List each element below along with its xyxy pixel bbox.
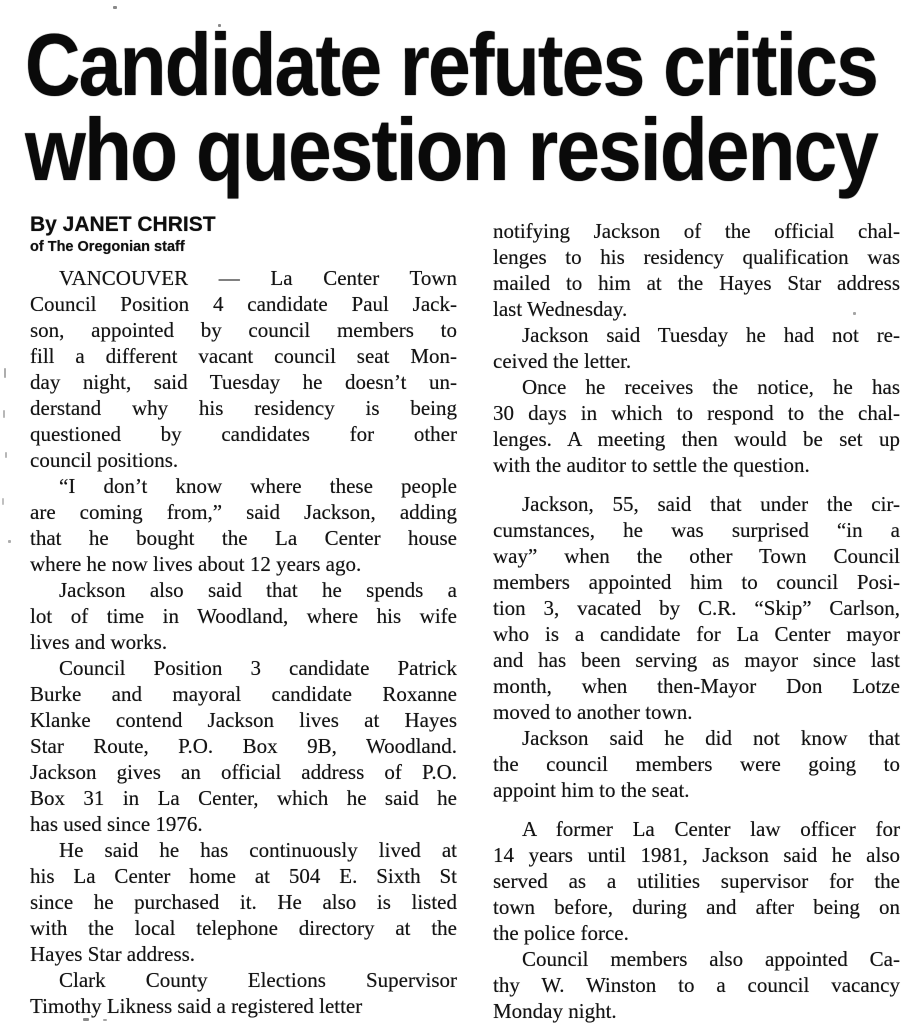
text-line: and has been serving as mayor since last [493, 648, 900, 672]
text-line: Council members also appointed Ca- [522, 947, 900, 971]
text-line: thy W. Winston to a council vacancy [493, 973, 900, 997]
text-line: the council members were going to [493, 752, 900, 776]
paragraph [493, 374, 900, 478]
text-line: Jackson also said that he spends a [59, 578, 457, 602]
text-line: since he purchased it. He also is listed [30, 890, 457, 914]
paragraph [30, 967, 457, 1019]
text-line: his La Center home at 504 E. Sixth St [30, 864, 457, 888]
scan-artifact [83, 1018, 89, 1021]
text-line: Burke and mayoral candidate Roxanne [30, 682, 457, 706]
text-line: 14 years until 1981, Jackson said he also [493, 843, 900, 867]
scan-artifact [853, 312, 856, 315]
scan-artifact [3, 410, 5, 418]
text-line: Timothy Likness said a registered letter [30, 994, 363, 1018]
paragraph [30, 655, 457, 837]
text-line: has used since 1976. [30, 812, 203, 836]
text-line: that he bought the La Center house [30, 526, 457, 550]
paragraph [493, 725, 900, 803]
paragraph [493, 816, 900, 946]
text-line: lenges. A meeting then would be set up [493, 427, 900, 451]
text-line: lenges to his residency qualification was [493, 245, 900, 269]
text-line: Jackson gives an official address of P.O. [30, 760, 457, 784]
text-line: Council Position 4 candidate Paul Jack- [30, 292, 457, 316]
scan-artifact [8, 540, 11, 543]
article-body [30, 212, 905, 1024]
right-column-text [493, 218, 900, 1024]
paragraph [30, 265, 457, 473]
text-line: mailed to him at the Hayes Star address [493, 271, 900, 295]
article-headline [25, 15, 905, 199]
byline: By JANET CHRIST [30, 213, 216, 236]
paragraph [493, 322, 900, 374]
text-line: derstand why his residency is being [30, 396, 457, 420]
text-line: Jackson said he did not know that [522, 726, 900, 750]
text-line: ceived the letter. [493, 349, 632, 373]
text-line: month, when then-Mayor Don Lotze [493, 674, 900, 698]
text-line: Clark County Elections Supervisor [59, 968, 457, 992]
text-line: cumstances, he was surprised “in a [493, 518, 900, 542]
scan-artifact [4, 368, 6, 378]
paragraph [30, 473, 457, 577]
text-line: the police force. [493, 921, 629, 945]
byline-affiliation: of The Oregonian staff [30, 239, 185, 255]
right-column [493, 212, 900, 1024]
headline-line-2: who question residency [25, 100, 878, 199]
text-line: Star Route, P.O. Box 9B, Woodland. [30, 734, 457, 758]
text-line: He said he has continuously lived at [59, 838, 457, 862]
left-column [30, 212, 457, 1019]
text-line: served as a utilities supervisor for the [493, 869, 900, 893]
text-line: Jackson, 55, said that under the cir- [522, 492, 900, 516]
text-line: where he now lives about 12 years ago. [30, 552, 362, 576]
paragraph [493, 946, 900, 1024]
paragraph [30, 837, 457, 967]
text-line: lives and works. [30, 630, 168, 654]
headline-line-1: Candidate refutes critics [25, 15, 878, 114]
text-line: Hayes Star address. [30, 942, 196, 966]
text-line: with the auditor to settle the question. [493, 453, 810, 477]
paragraph [30, 577, 457, 655]
text-line: Monday night. [493, 999, 617, 1023]
text-line: town before, during and after being on [493, 895, 900, 919]
text-line: with the local telephone directory at the [30, 916, 457, 940]
left-column-text [30, 265, 457, 1019]
text-line: A former La Center law officer for [522, 817, 900, 841]
text-line: lot of time in Woodland, where his wife [30, 604, 457, 628]
text-line: way” when the other Town Council [493, 544, 900, 568]
paragraph [493, 218, 900, 322]
text-line: Jackson said Tuesday he had not re- [522, 323, 900, 347]
text-line: notifying Jackson of the official chal- [493, 219, 900, 243]
scan-artifact [103, 1019, 107, 1021]
text-line: fill a different vacant council seat Mon- [30, 344, 457, 368]
text-line: members appointed him to council Posi- [493, 570, 900, 594]
text-line: moved to another town. [493, 700, 693, 724]
text-line: son, appointed by council members to [30, 318, 457, 342]
text-line: VANCOUVER — La Center Town [59, 266, 457, 290]
text-line: are coming from,” said Jackson, adding [30, 500, 457, 524]
text-line: council positions. [30, 448, 179, 472]
text-line: tion 3, vacated by C.R. “Skip” Carlson, [493, 596, 900, 620]
text-line: Council Position 3 candidate Patrick [59, 656, 457, 680]
text-line: who is a candidate for La Center mayor [493, 622, 900, 646]
text-line: 30 days in which to respond to the chal- [493, 401, 900, 425]
paragraph [493, 491, 900, 725]
text-line: questioned by candidates for other [30, 422, 457, 446]
text-line: Once he receives the notice, he has [522, 375, 900, 399]
scan-artifact [113, 6, 117, 9]
text-line: day night, said Tuesday he doesn’t un- [30, 370, 457, 394]
text-line: appoint him to the seat. [493, 778, 690, 802]
text-line: Klanke contend Jackson lives at Hayes [30, 708, 457, 732]
text-line: Box 31 in La Center, which he said he [30, 786, 457, 810]
scan-artifact [5, 452, 7, 458]
text-line: last Wednesday. [493, 297, 628, 321]
text-line: “I don’t know where these people [59, 474, 457, 498]
scan-artifact [2, 498, 4, 505]
